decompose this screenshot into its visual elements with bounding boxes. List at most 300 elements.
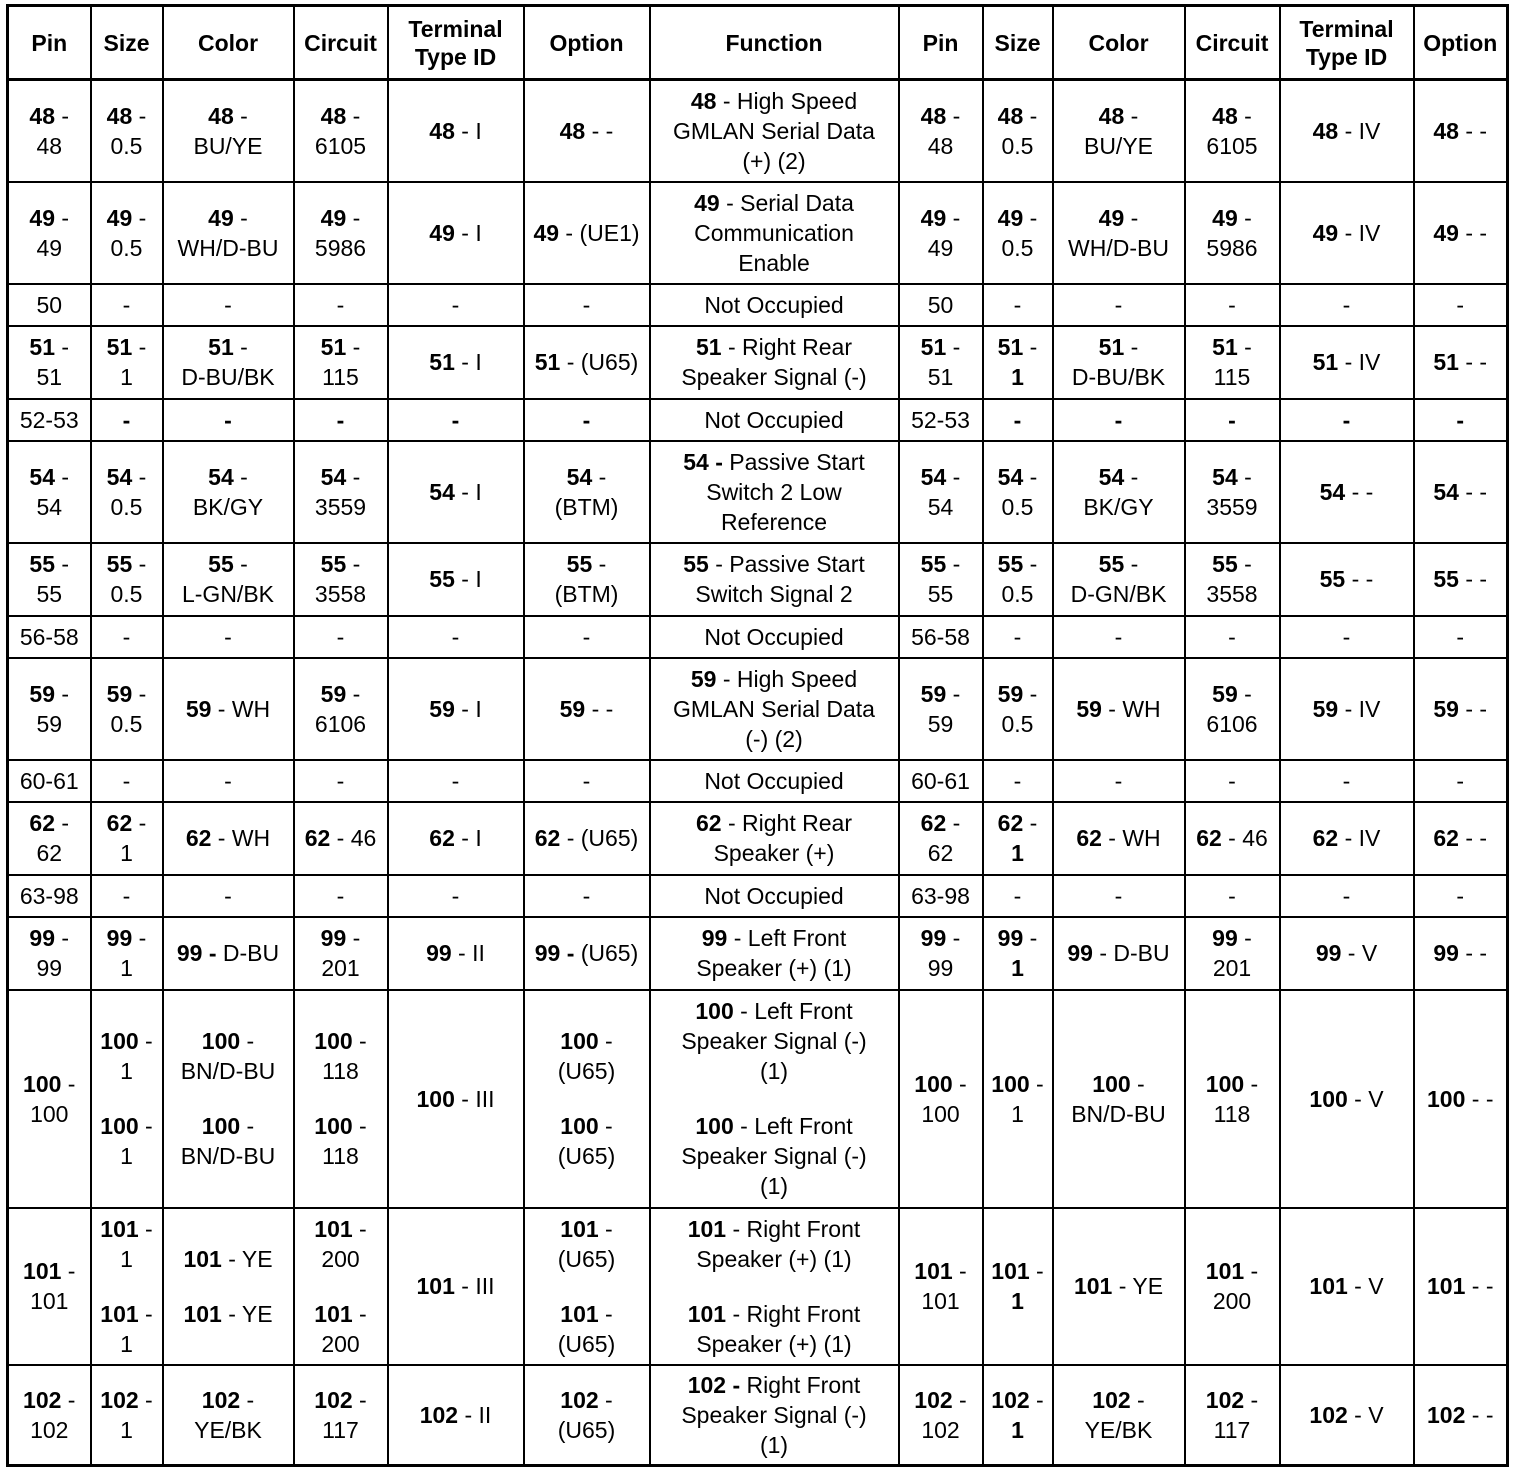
cell-line <box>653 447 896 477</box>
cell-line <box>1188 953 1277 983</box>
cell-line <box>391 938 521 968</box>
cell-circuit <box>294 326 388 399</box>
cell-option <box>524 616 650 658</box>
cell-terminal-type-id <box>1280 616 1414 658</box>
cell-line <box>166 332 291 362</box>
bold-prefix: 62 <box>304 825 331 851</box>
line-text: Reference <box>720 508 828 535</box>
cell-circuit <box>294 990 388 1208</box>
cell-line <box>297 101 385 131</box>
cell-line <box>1188 203 1277 233</box>
line-text: - <box>352 1113 367 1139</box>
bold-prefix: 62 <box>429 825 455 851</box>
bold-prefix: 55 <box>683 551 709 577</box>
line-text: D-GN/BK <box>1070 581 1167 607</box>
line-text: 100 <box>921 1100 960 1127</box>
cell-line <box>527 579 647 609</box>
line-text: 1 <box>120 1330 133 1357</box>
cell-size <box>983 543 1053 616</box>
line-text: - <box>346 680 361 707</box>
cell-function <box>650 1208 899 1365</box>
cell-color <box>1053 990 1185 1208</box>
cell-line <box>166 233 291 263</box>
line-text: - <box>1124 463 1139 490</box>
cell-line <box>166 1056 291 1086</box>
cell-option <box>524 1365 650 1466</box>
bold-prefix: 102 <box>914 1386 953 1413</box>
cell-line <box>1056 492 1182 522</box>
cell-line <box>527 549 647 579</box>
line-text: - <box>1114 623 1123 650</box>
bold-prefix: 55 <box>1319 566 1346 592</box>
cell-line <box>986 131 1050 161</box>
cell-size <box>983 616 1053 658</box>
cell-line <box>94 1415 160 1445</box>
cell-line <box>653 1430 896 1460</box>
line-text: - IV <box>1338 219 1381 246</box>
table-row <box>8 658 1508 760</box>
cell-line <box>902 1385 980 1415</box>
line-text: - <box>582 623 591 650</box>
bold-prefix: 48 <box>208 102 234 129</box>
cell-color <box>1053 658 1185 760</box>
line-text: 201 <box>1212 955 1252 981</box>
cell-circuit <box>294 875 388 917</box>
cell-size <box>91 917 163 990</box>
line-text: - <box>1342 291 1351 318</box>
cell-line <box>902 233 980 263</box>
cell-circuit <box>294 1365 388 1466</box>
line-text: GMLAN Serial Data <box>673 117 875 144</box>
bold-prefix: 48 <box>997 102 1024 129</box>
bold-prefix: 102 <box>560 1386 599 1413</box>
bold-prefix: 55 <box>429 566 455 592</box>
line-text: - <box>1342 767 1351 794</box>
bold-prefix: 102 <box>314 1386 353 1413</box>
cell-color <box>163 1208 294 1365</box>
cell-line <box>391 1400 521 1430</box>
bold-prefix: 62 <box>1196 825 1222 851</box>
cell-line <box>653 549 896 579</box>
cell-color <box>163 284 294 326</box>
line-text: - <box>138 1300 153 1327</box>
table-row <box>8 182 1508 284</box>
cell-line <box>1188 679 1277 709</box>
line-text: - - <box>1458 219 1488 246</box>
bold-prefix: 101 <box>1427 1273 1466 1299</box>
line-text: WH/D-BU <box>177 234 279 261</box>
line-text: - <box>336 291 345 318</box>
line-text: - <box>132 810 147 836</box>
cell-line <box>527 823 647 853</box>
line-text: - <box>1013 623 1022 650</box>
cell-function <box>650 1365 899 1466</box>
bold-prefix: 62 <box>534 825 561 851</box>
line-text: 56-58 <box>19 623 79 650</box>
line-text: - - <box>1465 1273 1494 1299</box>
cell-line <box>1188 881 1277 911</box>
cell-function <box>650 284 899 326</box>
cell-color <box>163 616 294 658</box>
cell-line <box>166 766 291 796</box>
bold-prefix: 59 <box>997 680 1024 707</box>
bold-prefix: 100 <box>1092 1070 1131 1097</box>
cell-line <box>527 1056 647 1086</box>
cell-option <box>1414 1208 1508 1365</box>
line-text: - <box>346 551 361 577</box>
cell-line <box>297 332 385 362</box>
bold-prefix: - <box>1456 406 1465 433</box>
cell-pin <box>8 616 91 658</box>
line-text: - <box>1228 882 1236 909</box>
bold-prefix: 101 <box>416 1273 455 1299</box>
line-text: BN/D-BU <box>1071 1100 1166 1127</box>
cell-color <box>1053 543 1185 616</box>
cell-pin <box>899 80 983 182</box>
line-text: Switch 2 Low <box>706 478 842 505</box>
cell-circuit <box>1185 1365 1280 1466</box>
bold-prefix: 51 <box>320 334 347 360</box>
line-text: 3559 <box>1206 493 1258 520</box>
cell-terminal-type-id <box>388 284 524 326</box>
cell-line <box>653 579 896 609</box>
bold-prefix: 102 <box>100 1386 139 1413</box>
line-text: - WH <box>211 695 271 722</box>
table-row <box>8 875 1508 917</box>
line-text: - Passive Start <box>708 551 865 577</box>
cell-line <box>1283 1400 1411 1430</box>
cell-line <box>297 766 385 796</box>
cell-line <box>94 766 160 796</box>
bold-prefix: 62 <box>696 810 722 836</box>
cell-line <box>527 881 647 911</box>
cell-line <box>297 1415 385 1445</box>
cell-line <box>986 622 1050 652</box>
cell-line <box>1056 1415 1182 1445</box>
bold-prefix: 1 <box>1011 1416 1024 1443</box>
cell-line <box>391 405 521 435</box>
header-terminal-type-id: Terminal Type ID <box>1280 6 1414 80</box>
cell-pin <box>899 802 983 875</box>
cell-function <box>650 658 899 760</box>
cell-line <box>166 492 291 522</box>
line-text: - <box>598 1028 613 1054</box>
cell-line <box>1188 362 1277 392</box>
bold-prefix: 54 <box>106 463 133 490</box>
line-text: (U65) <box>557 1058 616 1084</box>
bold-prefix: 59 <box>185 695 212 722</box>
cell-line <box>653 1329 896 1359</box>
line-text: 49 <box>36 234 63 261</box>
line-text: Speaker (+) (1) <box>696 955 852 981</box>
line-text: - D-BU <box>1092 940 1170 966</box>
cell-line <box>1056 233 1182 263</box>
line-text: - <box>1114 767 1123 794</box>
cell-line <box>1188 766 1277 796</box>
cell-line <box>166 1141 291 1171</box>
line-text: Speaker Signal (-) <box>681 364 867 390</box>
cell-line <box>1283 766 1411 796</box>
cell-line <box>11 709 88 739</box>
line-text: - WH <box>1101 825 1161 851</box>
line-text: 99 <box>36 955 63 981</box>
cell-line <box>986 1385 1050 1415</box>
line-text: - <box>122 291 131 318</box>
cell-size <box>983 399 1053 441</box>
cell-line <box>527 1026 647 1056</box>
cell-line <box>527 290 647 320</box>
line-gap <box>297 1274 385 1299</box>
line-text: - IV <box>1338 349 1381 375</box>
line-text: - <box>1023 551 1038 577</box>
line-text: - <box>946 204 961 231</box>
bold-prefix: 54 <box>429 478 455 505</box>
line-text: - - <box>1345 478 1374 505</box>
cell-size <box>91 1365 163 1466</box>
header-color: Color <box>1053 6 1185 80</box>
bold-prefix: 59 <box>106 680 133 707</box>
line-text: - <box>233 334 248 360</box>
line-text: - <box>451 767 460 794</box>
line-text: - <box>1244 1070 1259 1097</box>
cell-terminal-type-id <box>1280 1365 1414 1466</box>
line-text: - <box>224 882 232 909</box>
cell-line <box>11 579 88 609</box>
cell-line <box>653 507 896 537</box>
cell-function <box>650 80 899 182</box>
cell-line <box>94 131 160 161</box>
cell-line <box>527 1299 647 1329</box>
line-text: 5986 <box>314 234 367 261</box>
cell-pin <box>899 543 983 616</box>
cell-line <box>1283 823 1411 853</box>
cell-line <box>1188 1286 1277 1316</box>
line-text: 48 <box>36 132 63 159</box>
cell-color <box>163 658 294 760</box>
line-text: - V <box>1347 1401 1384 1428</box>
line-text: (U65) <box>557 1143 616 1169</box>
cell-line <box>166 405 291 435</box>
cell-line <box>297 362 385 392</box>
line-text: - <box>1114 882 1123 909</box>
cell-line <box>1417 1271 1505 1301</box>
cell-line <box>297 131 385 161</box>
line-text: - <box>1237 204 1252 231</box>
line-text: - <box>55 334 70 360</box>
cell-line <box>1188 579 1277 609</box>
cell-pin <box>899 182 983 284</box>
cell-line <box>166 579 291 609</box>
cell-line <box>986 709 1050 739</box>
cell-option <box>524 399 650 441</box>
line-text: BU/YE <box>1083 132 1154 159</box>
cell-line <box>1417 1400 1505 1430</box>
line-text: - IV <box>1338 825 1381 851</box>
line-text: Speaker Signal (-) <box>681 1401 867 1428</box>
cell-line <box>11 203 88 233</box>
bold-prefix: 100 <box>560 1028 599 1054</box>
cell-pin <box>8 1365 91 1466</box>
cell-line <box>297 1329 385 1359</box>
line-text: - <box>1237 680 1252 707</box>
line-text: - High Speed <box>716 87 858 114</box>
cell-line <box>653 188 896 218</box>
cell-circuit <box>294 917 388 990</box>
cell-line <box>1188 709 1277 739</box>
cell-line <box>1188 1385 1277 1415</box>
cell-terminal-type-id <box>388 80 524 182</box>
line-text: - <box>346 334 361 360</box>
line-text: BK/GY <box>1083 493 1154 520</box>
cell-line <box>391 290 521 320</box>
line-text: - <box>61 1258 76 1284</box>
cell-terminal-type-id <box>1280 543 1414 616</box>
line-text: 0.5 <box>110 493 143 520</box>
cell-line <box>297 579 385 609</box>
bold-prefix: 54 <box>320 463 347 490</box>
cell-size <box>983 182 1053 284</box>
line-text: - <box>1114 291 1123 318</box>
line-text: - I <box>454 825 482 851</box>
line-text: 1 <box>120 955 133 981</box>
line-text: 54 <box>927 493 954 520</box>
cell-line <box>1056 203 1182 233</box>
cell-line <box>166 1299 291 1329</box>
cell-line <box>11 332 88 362</box>
bold-prefix: - <box>582 406 591 433</box>
cell-line <box>1188 101 1277 131</box>
cell-terminal-type-id <box>388 399 524 441</box>
cell-line <box>1056 766 1182 796</box>
bold-prefix: 54 <box>920 463 947 490</box>
line-text: - <box>1130 1386 1145 1413</box>
cell-line <box>1056 405 1182 435</box>
line-gap <box>166 1274 291 1299</box>
cell-option <box>524 284 650 326</box>
cell-option <box>1414 80 1508 182</box>
bold-prefix: 100 <box>314 1113 353 1139</box>
line-text: - <box>55 102 70 129</box>
cell-option <box>1414 1365 1508 1466</box>
line-text: - <box>55 925 70 951</box>
cell-circuit <box>294 441 388 543</box>
cell-pin <box>899 326 983 399</box>
line-text: 0.5 <box>1001 132 1034 159</box>
cell-line <box>986 1415 1050 1445</box>
cell-terminal-type-id <box>1280 182 1414 284</box>
line-text: 0.5 <box>1001 581 1034 607</box>
cell-line <box>94 1244 160 1274</box>
cell-color <box>163 990 294 1208</box>
cell-line <box>527 462 647 492</box>
line-text: - <box>233 204 248 231</box>
line-text: - <box>352 1386 367 1413</box>
line-text: - <box>1124 334 1139 360</box>
line-text: 0.5 <box>1001 710 1034 737</box>
bold-prefix: 1 <box>1011 840 1024 866</box>
cell-line <box>527 1111 647 1141</box>
bold-prefix: 101 <box>687 1300 727 1327</box>
cell-line <box>653 766 896 796</box>
bold-prefix: 51 <box>1433 349 1459 375</box>
cell-line <box>986 362 1050 392</box>
line-text: 1 <box>120 1245 133 1272</box>
cell-size <box>983 658 1053 760</box>
cell-option <box>524 182 650 284</box>
line-text: BU/YE <box>193 132 263 159</box>
bold-prefix: - <box>451 406 460 433</box>
cell-function <box>650 399 899 441</box>
cell-line <box>653 808 896 838</box>
cell-size <box>983 1208 1053 1365</box>
cell-line <box>527 938 647 968</box>
cell-circuit <box>294 80 388 182</box>
cell-line <box>94 622 160 652</box>
cell-line <box>11 1099 88 1129</box>
cell-color <box>1053 917 1185 990</box>
bold-prefix: 55 <box>566 551 593 577</box>
cell-line <box>653 724 896 754</box>
cell-circuit <box>1185 441 1280 543</box>
bold-prefix: 49 <box>29 204 56 231</box>
line-text: 62 <box>36 840 63 866</box>
cell-line <box>1417 218 1505 248</box>
bold-prefix: 51 <box>920 334 947 360</box>
line-text: 60-61 <box>911 767 970 794</box>
line-text: - <box>946 810 961 836</box>
cell-line <box>297 203 385 233</box>
line-text: 49 <box>927 234 954 261</box>
cell-line <box>11 290 88 320</box>
cell-line <box>527 1415 647 1445</box>
cell-line <box>94 1056 160 1086</box>
line-text: - <box>1124 204 1139 231</box>
cell-line <box>1417 1084 1505 1114</box>
cell-line <box>902 1286 980 1316</box>
bold-prefix: 99 <box>920 925 947 951</box>
header-circuit: Circuit <box>294 6 388 80</box>
table-row <box>8 543 1508 616</box>
line-gap <box>297 1086 385 1111</box>
cell-line <box>166 131 291 161</box>
line-text: - I <box>454 695 482 722</box>
cell-line <box>902 953 980 983</box>
cell-line <box>297 709 385 739</box>
cell-line <box>1188 622 1277 652</box>
bold-prefix: 101 <box>183 1245 222 1272</box>
cell-size <box>91 802 163 875</box>
cell-line <box>527 405 647 435</box>
line-text: 62 <box>927 840 954 866</box>
cell-line <box>297 1026 385 1056</box>
line-text: - <box>224 767 232 794</box>
cell-line <box>94 203 160 233</box>
cell-line <box>653 923 896 953</box>
cell-function <box>650 182 899 284</box>
bold-prefix: 100 <box>100 1028 139 1054</box>
cell-terminal-type-id <box>1280 80 1414 182</box>
cell-terminal-type-id <box>1280 990 1414 1208</box>
cell-line <box>527 622 647 652</box>
cell-circuit <box>294 616 388 658</box>
cell-pin <box>8 917 91 990</box>
table-row <box>8 1365 1508 1466</box>
cell-circuit <box>1185 326 1280 399</box>
cell-pin <box>8 990 91 1208</box>
cell-line <box>527 347 647 377</box>
line-text: - <box>952 1070 967 1097</box>
line-text: - V <box>1347 1273 1384 1299</box>
